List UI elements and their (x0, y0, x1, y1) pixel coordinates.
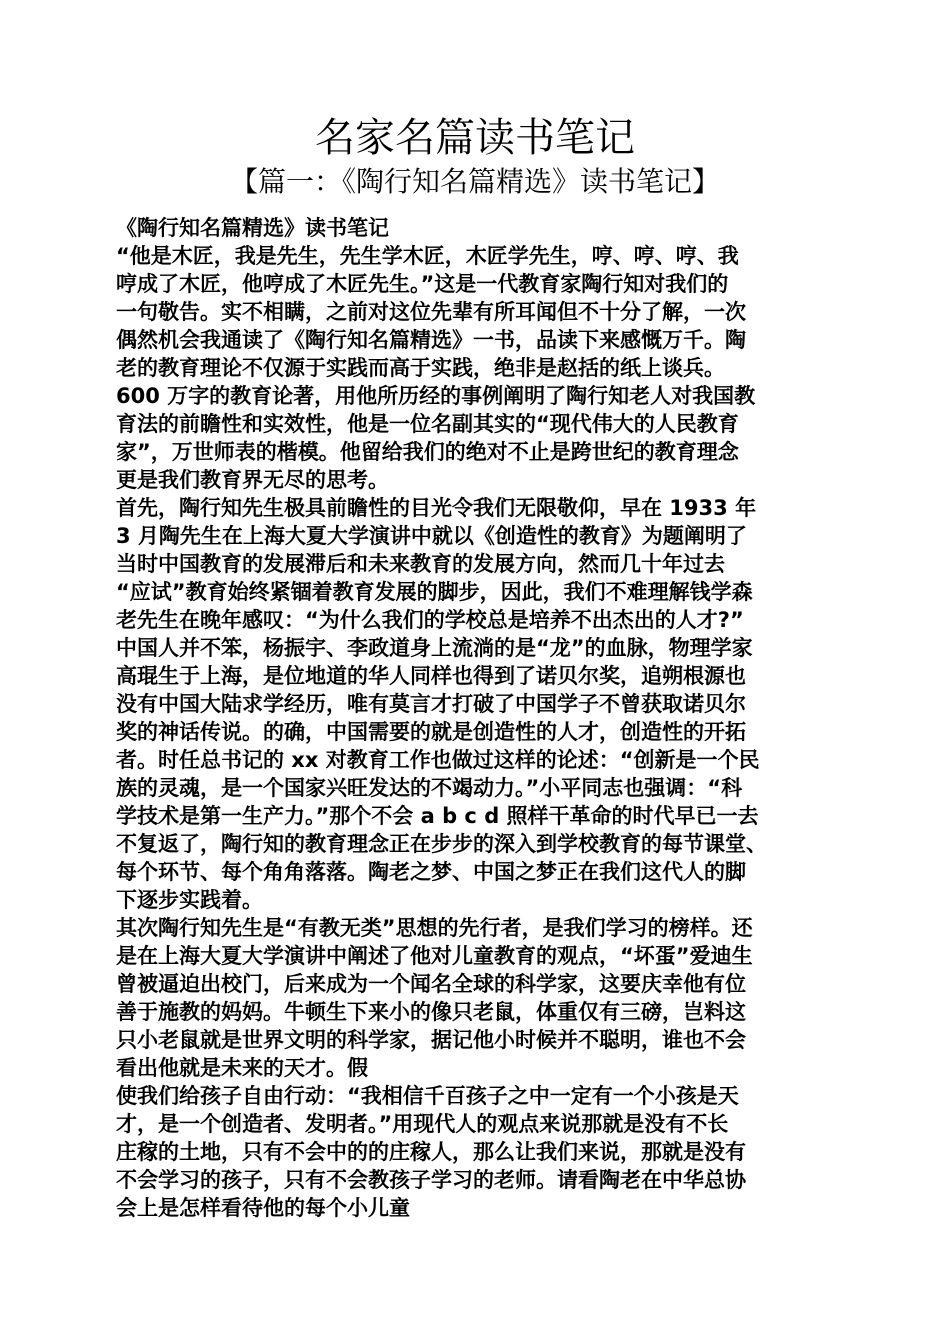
body-text-line: 中国人并不笨，杨振宇、李政道身上流淌的是“龙”的血脉，物理学家 (116, 636, 753, 660)
body-text-line: 族的灵魂，是一个国家兴旺发达的不竭动力。”小平同志也强调：“科 (116, 776, 743, 800)
body-text-line: 哼成了木匠，他哼成了木匠先生。”这是一代教育家陶行知对我们的 (116, 272, 729, 296)
body-text-line: “应试”教育始终紧锢着教育发展的脚步，因此，我们不难理解钱学森 (116, 580, 753, 604)
body-text-line: 庄稼的土地，只有不会中的的庄稼人，那么让我们来说，那就是没有 (116, 1140, 746, 1164)
body-text-line: 善于施教的妈妈。牛顿生下来小的像只老鼠，体重仅有三磅，岂料这 (116, 1000, 746, 1024)
body-text-line: 每个环节、每个角角落落。陶老之梦、中国之梦正在我们这代人的脚 (116, 860, 746, 884)
body-text-line: 看出他就是未来的天才。假 (116, 1056, 368, 1080)
body-text-line: 偶然机会我通读了《陶行知名篇精选》一书，品读下来感慨万千。陶 (116, 328, 746, 352)
document-body (116, 214, 846, 1222)
body-text-line: 育法的前瞻性和实效性，他是一位名副其实的“现代伟大的人民教育 (116, 412, 739, 436)
body-text-line: 当时中国教育的发展滞后和未来教育的发展方向，然而几十年过去 (116, 552, 725, 576)
body-text-line: 更是我们教育界无尽的思考。 (116, 468, 389, 492)
body-text-line: 一句敬告。实不相瞒，之前对这位先辈有所耳闻但不十分了解，一次 (116, 300, 746, 324)
body-text-line: 老先生在晚年感叹：“为什么我们的学校总是培养不出杰出的人才?” (116, 608, 744, 632)
body-text-line: 家”，万世师表的楷模。他留给我们的绝对不止是跨世纪的教育理念 (116, 440, 739, 464)
body-text-line: 使我们给孩子自由行动：“我相信千百孩子之中一定有一个小孩是天 (116, 1084, 739, 1108)
body-text-line: 学技术是第一生产力。”那个不会 a b c d 照样干革命的时代早已一去 (116, 804, 759, 828)
body-text-line: 下逐步实践着。 (116, 888, 263, 912)
body-text-line: 是在上海大夏大学演讲中阐述了他对儿童教育的观点，“坏蛋”爱迪生 (116, 944, 753, 968)
body-text-line: 只小老鼠就是世界文明的科学家，据记他小时候并不聪明，谁也不会 (116, 1028, 746, 1052)
body-text-line: 没有中国大陆求学经历，唯有莫言才打破了中国学子不曾获取诺贝尔 (116, 692, 746, 716)
body-text-line: 奖的神话传说。的确，中国需要的就是创造性的人才，创造性的开拓 (116, 720, 746, 744)
document-title: 名家名篇读书笔记 (315, 115, 635, 161)
body-text-line: 600 万字的教育论著，用他所历经的事例阐明了陶行知老人对我国教 (116, 384, 756, 408)
document-subtitle: 【篇一：《陶行知名篇精选》读书笔记】 (229, 165, 720, 198)
body-text-line: 才，是一个创造者、发明者。”用现代人的观点来说那就是没有不长 (116, 1112, 729, 1136)
body-text-line: 者。时任总书记的 xx 对教育工作也做过这样的论述：“创新是一个民 (116, 748, 760, 772)
body-text-line: 不复返了，陶行知的教育理念正在步步的深入到学校教育的每节课堂、 (116, 832, 767, 856)
body-text-line: 3 月陶先生在上海大夏大学演讲中就以《创造性的教育》为题阐明了 (116, 524, 747, 548)
body-text-line: 老的教育理论不仅源于实践而高于实践，绝非是赵括的纸上谈兵。 (116, 356, 725, 380)
body-text-line: 其次陶行知先生是“有教无类”思想的先行者，是我们学习的榜样。还 (116, 916, 753, 940)
body-text-line: 不会学习的孩子，只有不会教孩子学习的老师。请看陶老在中华总协 (116, 1168, 746, 1192)
body-text-line: “他是木匠，我是先生，先生学木匠，木匠学先生，哼、哼、哼、我 (116, 244, 739, 268)
body-text-line: 首先，陶行知先生极具前瞻性的目光令我们无限敬仰，早在 1933 年 (116, 496, 757, 520)
body-text-line: 会上是怎样看待他的每个小儿童 (116, 1196, 410, 1220)
body-text-line: 《陶行知名篇精选》读书笔记 (116, 216, 389, 240)
body-text-line: 高琨生于上海，是位地道的华人同样也得到了诺贝尔奖，追朔根源也 (116, 664, 746, 688)
body-text-line: 曾被逼迫出校门，后来成为一个闻名全球的科学家，这要庆幸他有位 (116, 972, 746, 996)
